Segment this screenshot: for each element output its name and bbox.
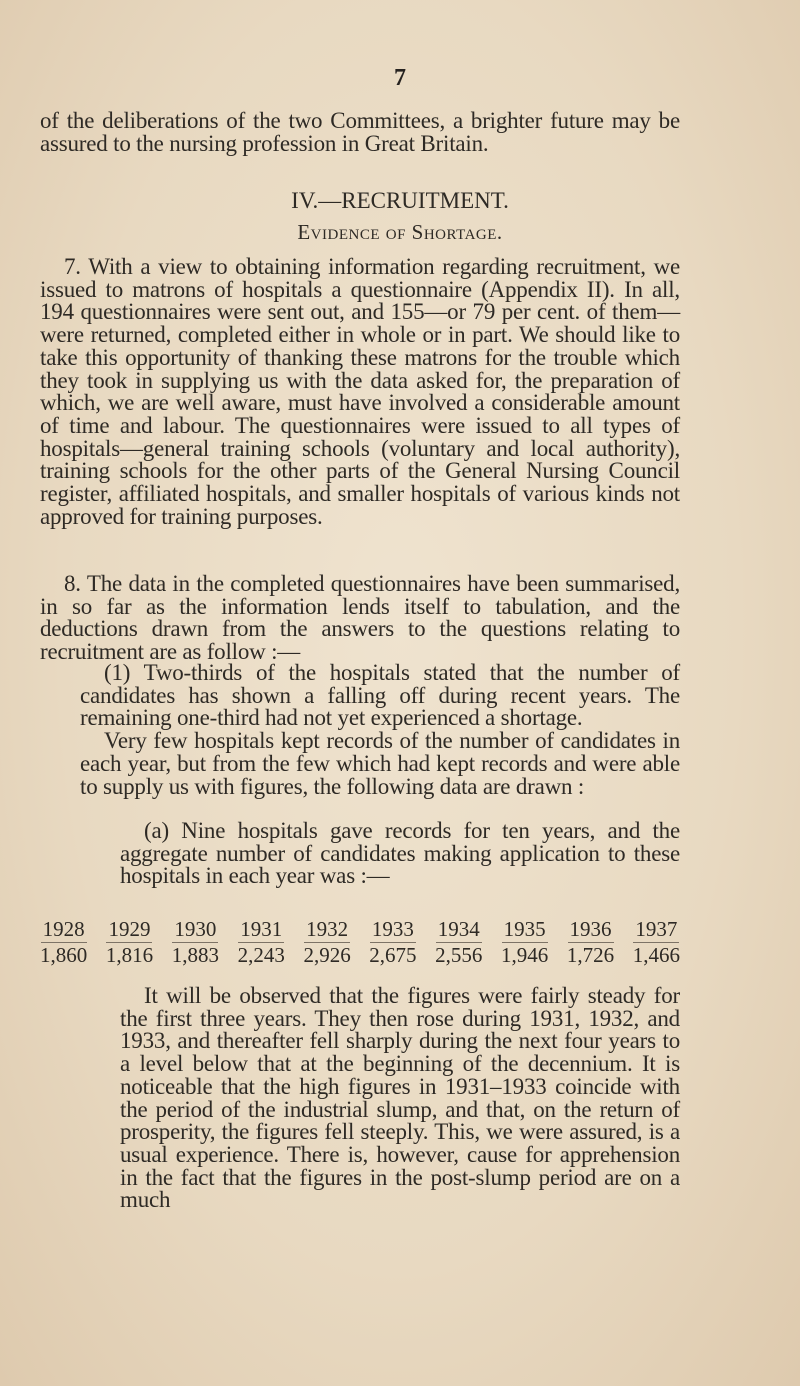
table-column — [303, 918, 350, 966]
table-column — [238, 918, 285, 966]
year-cell: 1932 — [306, 917, 349, 941]
paragraph-8 — [40, 573, 680, 664]
table-column — [501, 918, 548, 966]
table-column — [633, 918, 680, 966]
paragraph-8-text: 8. The data in the completed questionnaires have been summarised, in so far as the information lends itself to tabulation, and the deductions drawn from the answers to the questions relating to recruitment are as follow :— — [40, 571, 680, 665]
year-cell: 1928 — [42, 917, 85, 941]
value-cell: 2,675 — [369, 943, 417, 967]
table-column — [172, 918, 219, 966]
year-cell: 1934 — [437, 917, 480, 941]
year-cell: 1933 — [371, 917, 414, 941]
year-cell: 1935 — [503, 917, 546, 941]
value-cell: 1,946 — [501, 943, 549, 967]
table-column — [106, 918, 153, 966]
paragraph-7-text: 7. With a view to obtaining information regarding recruitment, we issued to matrons of hospitals a questionnaire (Appendix II). In all, 194 questionnaires were sent out, and 155—or 79 per cent. of them—were returned, completed either in whole or in part. We should like to take this opportunity of thanking these matrons for the trouble which they took in supplying us with the data asked for, the preparation of which, we are well aware, must have involved a considerable amount of time and labour. The questionnaires were issued to all types of hospitals—general training schools (voluntary and local authority), training schools for the other parts of the General Nursing Council register, affiliated hospitals, and smaller hospitals of various kinds not approved for training purposes. — [40, 254, 680, 529]
value-cell: 1,816 — [105, 943, 154, 967]
year-cell: 1930 — [174, 917, 217, 941]
observation-paragraph — [120, 985, 680, 1212]
item-a — [120, 820, 680, 888]
observation-text: It will be observed that the figures were fairly steady for the first three years. They then rose during 1931, 1932, and 1933, and thereafter fell sharply during the next four years to a level below that at the beginning of the decennium. It is noticeable that the high figures in 1931–1933 coincide with the period of the industrial slump, and that, on the return of prosperity, the figures fell steeply. This, we were assured, is a usual experience. There is, however, cause for apprehension in the fact that the figures in the post-slump period are on a much — [120, 983, 680, 1213]
page-number: 7 — [394, 65, 406, 91]
value-cell: 1,860 — [40, 943, 88, 967]
section-title: IV.—RECRUITMENT. — [291, 188, 509, 213]
table-column — [567, 918, 614, 966]
candidates-table — [40, 918, 680, 966]
year-cell: 1929 — [108, 917, 151, 941]
table-column — [369, 918, 416, 966]
table-column — [40, 918, 87, 966]
opening-text: of the deliberations of the two Committees, a brighter future may be assured to the nursing profession in Great Britain. — [40, 108, 680, 156]
item-1-continuation: Very few hospitals kept records of the number of candidates in each year, but from the few which had kept records and were able to supply us with figures, the following data are drawn : — [80, 728, 680, 799]
value-cell: 1,466 — [632, 943, 680, 967]
value-cell: 2,926 — [303, 943, 351, 967]
section-subtitle: Evidence of Shortage. — [297, 220, 503, 244]
item-1-text: (1) Two-thirds of the hospitals stated that the number of candidates has shown a falling off during recent years. The remaining one-third had not yet experienced a shortage. — [80, 660, 680, 731]
value-cell: 1,726 — [566, 943, 615, 967]
value-cell: 1,883 — [171, 943, 219, 967]
opening-paragraph — [40, 110, 680, 155]
value-cell: 2,556 — [435, 943, 483, 967]
year-cell: 1937 — [635, 917, 678, 941]
item-1 — [80, 662, 680, 798]
table-column — [435, 918, 482, 966]
year-cell: 1931 — [240, 917, 283, 941]
paragraph-7 — [40, 256, 680, 528]
year-cell: 1936 — [569, 917, 612, 941]
value-cell: 2,243 — [237, 943, 285, 967]
item-a-text: (a) Nine hospitals gave records for ten years, and the aggregate number of candidates making application to these hospitals in each year was :— — [120, 818, 680, 889]
